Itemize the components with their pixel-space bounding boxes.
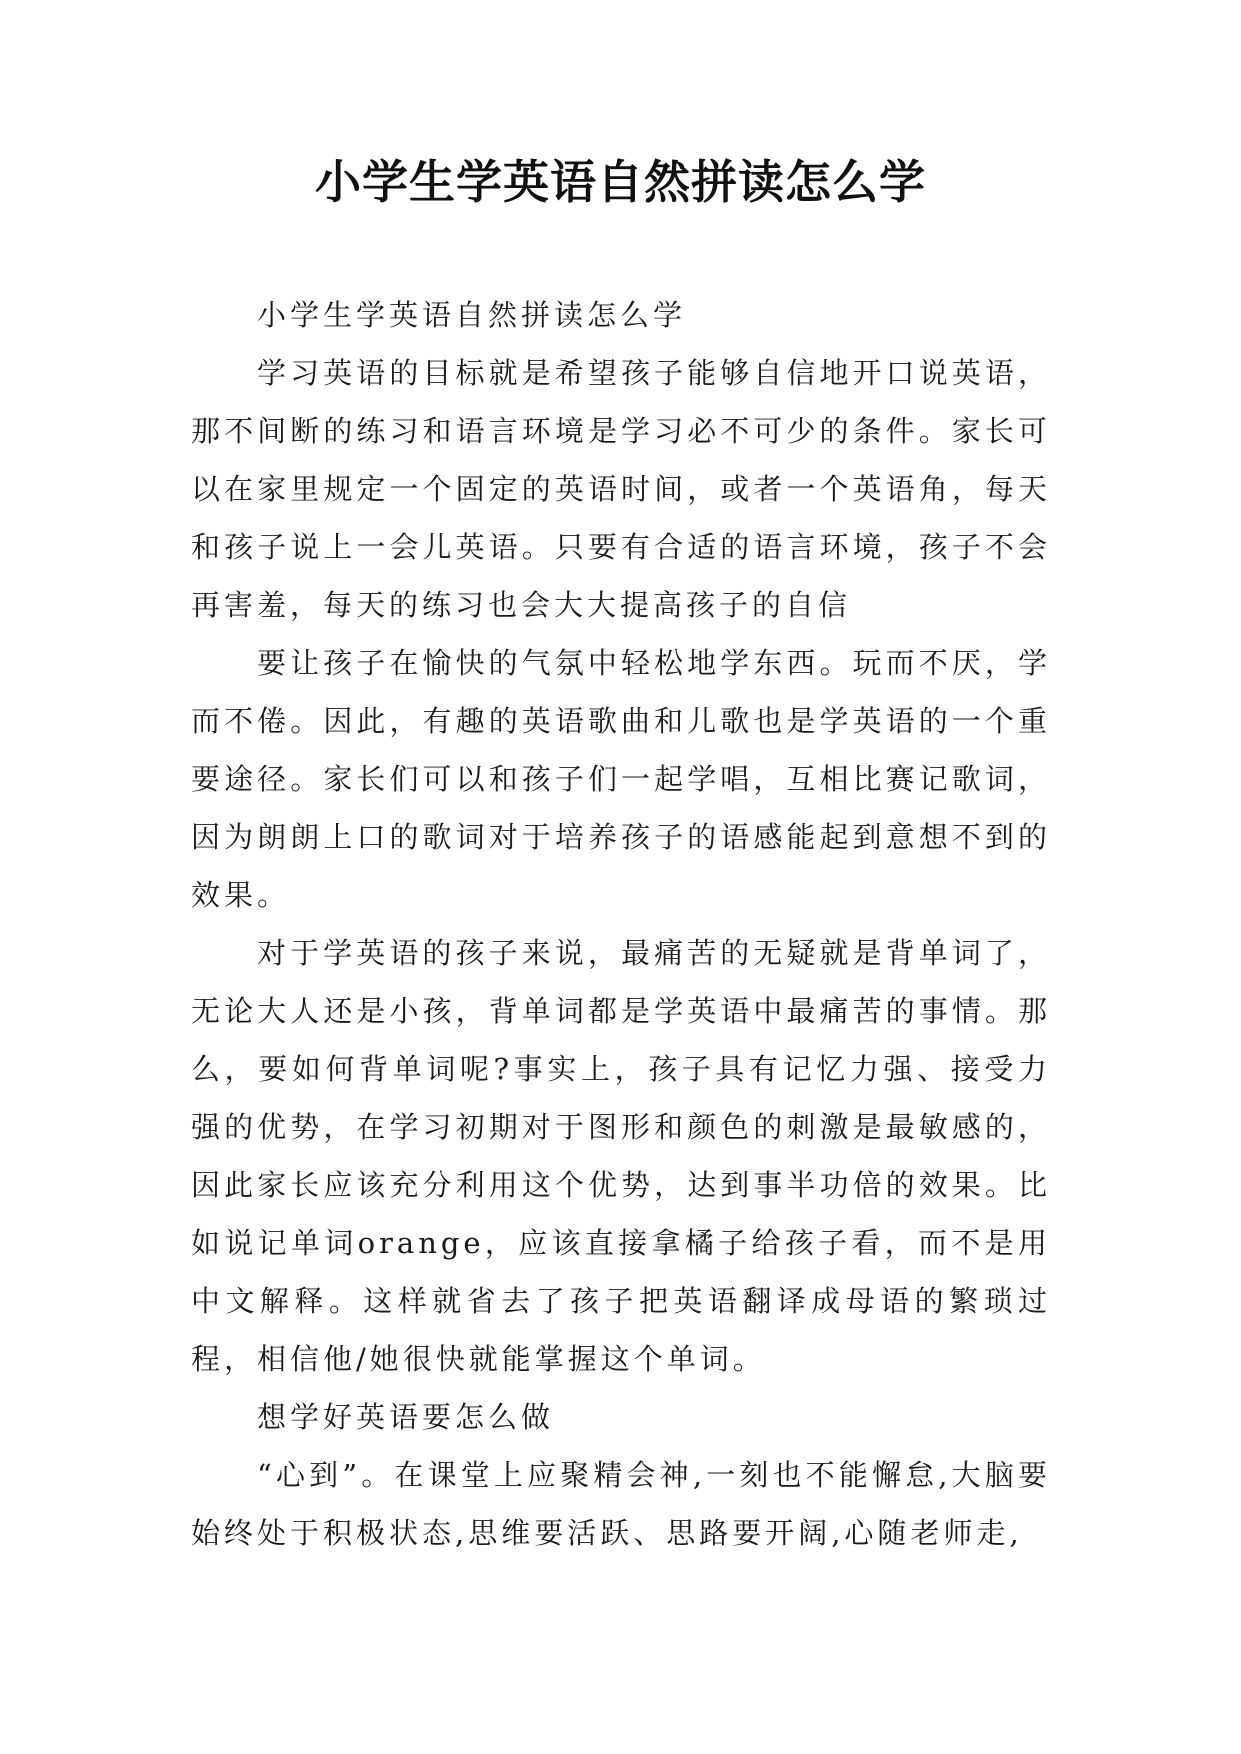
document-body bbox=[191, 286, 1051, 1562]
body-paragraph: 对于学英语的孩子来说，最痛苦的无疑就是背单词了，无论大人还是小孩，背单词都是学英语中最痛苦的事情。那么，要如何背单词呢?事实上，孩子具有记忆力强、接受力强的优势，在学习初期对于图形和颜色的刺激是最敏感的，因此家长应该充分利用这个优势，达到事半功倍的效果。比如说记单词orange，应该直接拿橘子给孩子看，而不是用中文解释。这样就省去了孩子把英语翻译成母语的繁琐过程，相信他/她很快就能掌握这个单词。 bbox=[191, 936, 1051, 1376]
body-paragraph: “心到”。在课堂上应聚精会神,一刻也不能懈怠,大脑要始终处于积极状态,思维要活跃、思路要开阔,心随老师走, bbox=[191, 1458, 1051, 1550]
section-heading: 想学好英语要怎么做 bbox=[257, 1400, 555, 1434]
body-paragraph: 要让孩子在愉快的气氛中轻松地学东西。玩而不厌，学而不倦。因此，有趣的英语歌曲和儿歌也是学英语的一个重要途径。家长们可以和孩子们一起学唱，互相比赛记歌词，因为朗朗上口的歌词对于培养孩子的语感能起到意想不到的效果。 bbox=[191, 646, 1051, 912]
document-title: 小学生学英语自然拼读怎么学 bbox=[315, 155, 926, 209]
subtitle-paragraph: 小学生学英语自然拼读怎么学 bbox=[257, 298, 687, 332]
body-paragraph: 学习英语的目标就是希望孩子能够自信地开口说英语，那不间断的练习和语言环境是学习必不可少的条件。家长可以在家里规定一个固定的英语时间，或者一个英语角，每天和孩子说上一会儿英语。只要有合适的语言环境，孩子不会再害羞，每天的练习也会大大提高孩子的自信 bbox=[191, 356, 1051, 622]
